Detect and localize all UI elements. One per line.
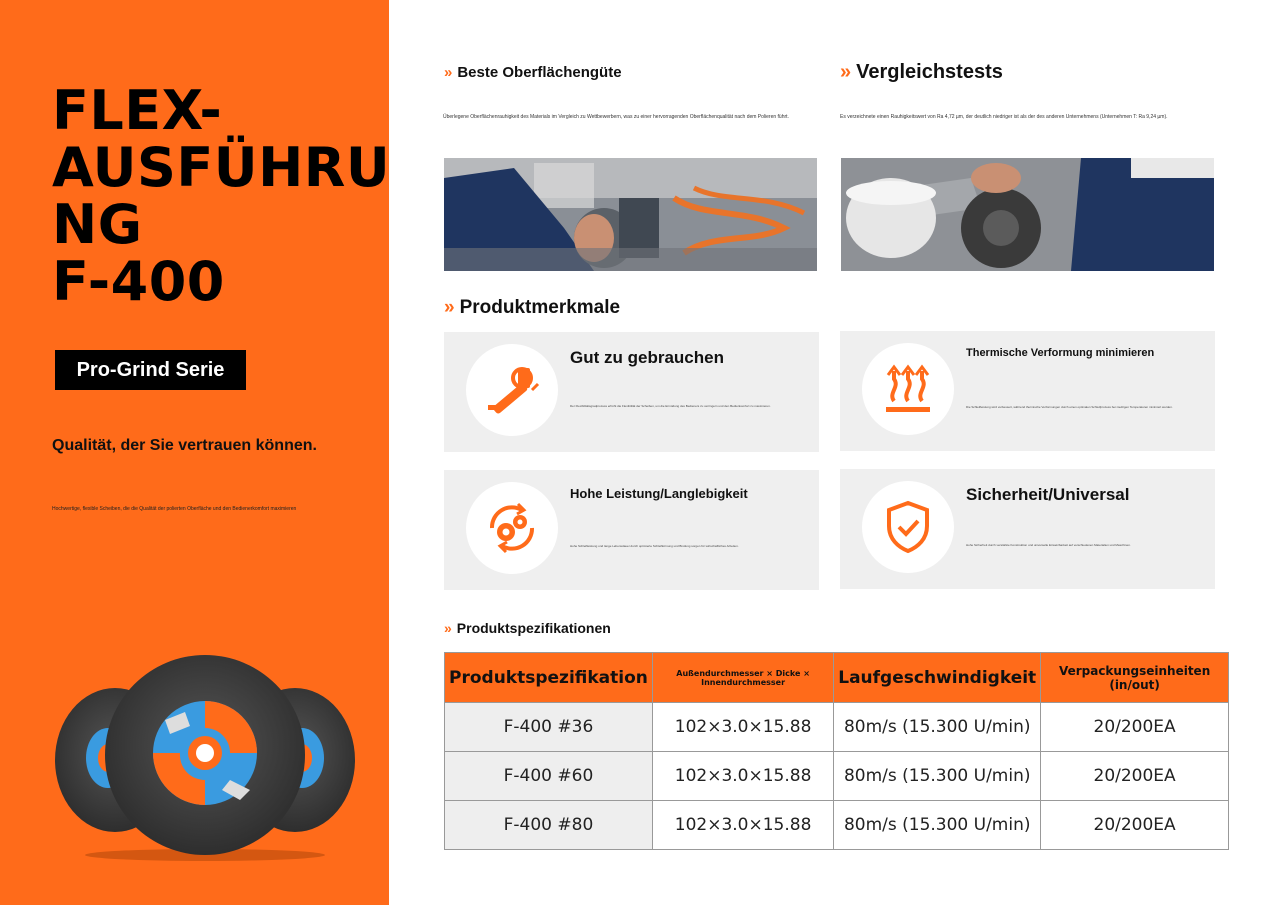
spec-table [444, 652, 1229, 850]
feature-title: Sicherheit/Universal [966, 485, 1130, 504]
feature-icon-circle [862, 343, 954, 435]
grinding-photo-2 [841, 158, 1214, 271]
feature-description: Die Schleifleistung wird verbessert, während thermische Verformungen durch einen optimalen Schleifprozess bei niedrigen Temperaturen minimiert werden. [966, 405, 1173, 409]
feature-title: Thermische Verformung minimieren [966, 347, 1155, 359]
spec-cell: 20/200EA [1041, 703, 1229, 752]
spec-cell: 102×3.0×15.88 [652, 801, 833, 850]
spec-header-cell: Laufgeschwindigkeit [834, 653, 1041, 703]
feature-icon-circle [466, 482, 558, 574]
feature-description: Der Flexibilitätsgradprozess erhöht die Flexibilität der Scheiben, um die Ermüdung des Bedieners zu verringern und den Bedienkomfort zu maximieren. [570, 404, 771, 408]
spec-cell: 80m/s (15.300 U/min) [834, 801, 1041, 850]
tagline: Qualität, der Sie vertrauen können. [52, 437, 317, 454]
feature-title: Gut zu gebrauchen [570, 348, 724, 367]
gears-cycle-icon [482, 498, 542, 558]
specs-section-heading [444, 620, 611, 636]
spec-cell: 80m/s (15.300 U/min) [834, 752, 1041, 801]
table-row [445, 703, 1229, 752]
heat-icon [880, 361, 936, 417]
title-line: AUSFÜHRU [52, 136, 391, 199]
surface-section-heading [444, 64, 622, 81]
left-panel [0, 0, 389, 905]
feature-icon-circle [862, 481, 954, 573]
spec-cell: 20/200EA [1041, 801, 1229, 850]
spec-header-cell: Verpackungseinheiten (in/out) [1041, 653, 1229, 703]
title-line: F-400 [52, 250, 225, 313]
spec-cell: 102×3.0×15.88 [652, 703, 833, 752]
spec-table-header-row [445, 653, 1229, 703]
grinding-photo-1 [444, 158, 817, 271]
feature-description: Hohe Sicherheit durch verstärkte Konstruktion und universelle Einsetzbarkeit auf verschiedenen Materialien und Maschinen. [966, 543, 1131, 547]
table-row [445, 752, 1229, 801]
comparison-section-heading [840, 61, 1003, 84]
comparison-section-title: Vergleichstests [856, 61, 1003, 83]
features-section-heading [444, 297, 620, 319]
spec-header-cell: Außendurchmesser × Dicke × Innendurchmesser [652, 653, 833, 703]
feature-card-performance [444, 470, 819, 590]
specs-section-title: Produktspezifikationen [456, 620, 611, 636]
spec-cell: F-400 #60 [445, 752, 653, 801]
product-title [52, 79, 391, 313]
spec-cell: F-400 #80 [445, 801, 653, 850]
surface-section-text: Überlegene Oberflächenrauhigkeit des Materials im Vergleich zu Wettbewerbern, was zu einer hervorragenden Oberflächenqualität nach dem Polieren führt. [443, 114, 789, 120]
title-line: FLEX- [52, 79, 223, 142]
shield-check-icon [883, 499, 933, 555]
chevron-icon: » [840, 61, 848, 83]
features-section-title: Produktmerkmale [459, 297, 621, 318]
chevron-icon: » [444, 64, 449, 81]
chevron-icon: » [444, 620, 448, 636]
feature-card-safety [840, 469, 1215, 589]
title-line: NG [52, 193, 143, 256]
spec-cell: 80m/s (15.300 U/min) [834, 703, 1041, 752]
series-badge: Pro-Grind Serie [55, 350, 246, 390]
angle-grinder-icon [482, 360, 542, 420]
grinding-discs-image [40, 640, 370, 870]
feature-title: Hohe Leistung/Langlebigkeit [570, 486, 748, 501]
feature-card-thermal [840, 331, 1215, 451]
feature-description: Hohe Schleifleistung und lange Lebensdauer durch optimierte Schleifkörnung und Bindung sorgen für wirtschaftliches Arbeiten. [570, 544, 739, 548]
feature-icon-circle [466, 344, 558, 436]
spec-cell: 20/200EA [1041, 752, 1229, 801]
left-description: Hochwertige, flexible Scheiben, die die Qualität der polierten Oberfläche und den Bedienerkomfort maximieren [52, 506, 297, 512]
chevron-icon: » [444, 297, 451, 318]
comparison-section-text: Es verzeichnete einen Rauhigkeitswert von Ra 4,72 µm, der deutlich niedriger ist als der des anderen Unternehmens (Unternehmen T: Ra 9,24 µm). [840, 114, 1168, 120]
surface-section-title: Beste Oberflächengüte [457, 64, 622, 81]
table-row [445, 801, 1229, 850]
spec-cell: F-400 #36 [445, 703, 653, 752]
feature-card-easy-use [444, 332, 819, 452]
spec-cell: 102×3.0×15.88 [652, 752, 833, 801]
spec-header-cell: Produktspezifikation [445, 653, 653, 703]
